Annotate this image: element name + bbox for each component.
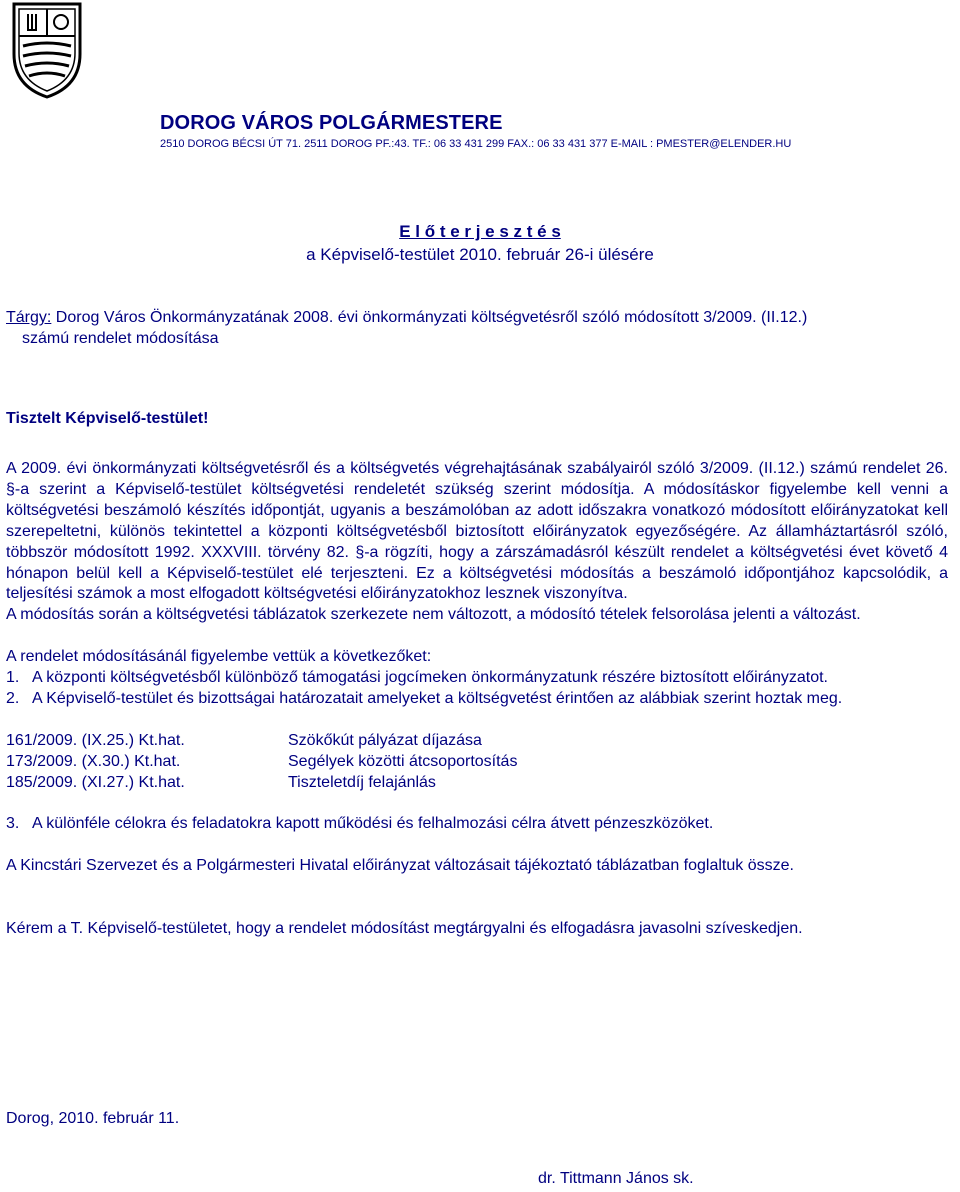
resolution-code: 173/2009. (X.30.) Kt.hat.: [6, 752, 181, 770]
resolution-desc: Tiszteletdíj felajánlás: [288, 773, 436, 791]
list-item: [6, 689, 948, 710]
date-line: Dorog, 2010. február 11.: [6, 1110, 180, 1127]
resolution-desc: Segélyek közötti átcsoportosítás: [288, 752, 518, 770]
document-body: [6, 459, 948, 940]
resolution-code: 185/2009. (XI.27.) Kt.hat.: [6, 773, 185, 791]
resolution-row: [6, 731, 948, 752]
paragraph-2: A módosítás során a költségvetési táblázatok szerkezete nem változott, a módosító tételek felsorolása jelenti a változást.: [6, 606, 861, 624]
subject-line1: Dorog Város Önkormányzatának 2008. évi önkormányzati költségvetésről szóló módosított 3/2009. (II.12.): [51, 309, 808, 326]
list-item: [6, 668, 948, 689]
list-number: 3.: [6, 815, 20, 833]
resolution-desc: Szökőkút pályázat díjazása: [288, 731, 482, 749]
list-number: 2.: [6, 689, 20, 707]
subject: [6, 307, 956, 349]
list-text: A központi költségvetésből különböző támogatási jogcímeken önkormányzatunk részére biztosított előirányzatot.: [32, 669, 828, 687]
paragraph-5: Kérem a T. Képviselő-testületet, hogy a rendelet módosítást megtárgyalni és elfogadásra javasolni szíveskedjen.: [6, 919, 803, 937]
paragraph-3: A rendelet módosításánál figyelembe vettük a következőket:: [6, 648, 432, 666]
paragraph-4: A Kincstári Szervezet és a Polgármesteri Hivatal előirányzat változásait tájékoztató táblázatban foglaltuk össze.: [6, 857, 794, 875]
resolution-row: [6, 773, 948, 794]
list-text: A különféle célokra és feladatokra kapott működési és felhalmozási célra átvett pénzeszközöket.: [32, 815, 714, 833]
subject-line2: számú rendelet módosítása: [22, 330, 219, 347]
list-text: A Képviselő-testület és bizottságai határozatait amelyeket a költségvetést érintően az alábbiak szerint hoztak meg.: [32, 689, 843, 707]
document-title: E l ő t e r j e s z t é s: [399, 222, 561, 241]
greeting: Tisztelt Képviselő-testület!: [6, 410, 209, 427]
subject-label: Tárgy:: [6, 309, 52, 326]
list-number: 1.: [6, 669, 20, 687]
org-contact: 2510 DOROG BÉCSI ÚT 71. 2511 DOROG PF.:43. TF.: 06 33 431 299 FAX.: 06 33 431 377 E-MAIL : PMESTER@ELENDER.HU: [160, 138, 792, 150]
signature: dr. Tittmann János sk.: [538, 1170, 694, 1187]
paragraph-1: A 2009. évi önkormányzati költségvetésről és a költségvetés végrehajtásának szabályairól szóló 3/2009. (II.12.) számú rendelet 26. §-a szerint a Képviselő-testület költségvetési rendeletét szükség szerint módosítja. A módosításkor figyelembe kell venni a költségvetési beszámoló készítés időpontját, ugyanis a beszámolóban az adott időszakra vonatkozó módosított előirányzatokat kell szerepeltetni, különös tekintettel a központi költségvetésből biztosított előirányzatok egyezőségére. Az államháztartásról szóló, többször módosított 1992. XXXVIII. törvény 82. §-a rögzíti, hogy a zárszámadásról készült rendelet a költségvetési évet követő 4 hónapon belül kell a Képviselő-testület elé terjeszteni. Ez a költségvetési módosítás a beszámoló időpontjához kapcsolódik, a teljesítési számok a most elfogadott költségvetési előirányzatokhoz lesznek viszonyítva.: [6, 460, 948, 603]
org-name: DOROG VÁROS POLGÁRMESTERE: [160, 112, 503, 134]
resolution-list: [6, 731, 948, 794]
city-crest-icon: [6, 0, 88, 100]
list-item: [6, 814, 948, 835]
resolution-row: [6, 752, 948, 773]
resolution-code: 161/2009. (IX.25.) Kt.hat.: [6, 731, 185, 749]
document-subtitle: a Képviselő-testület 2010. február 26-i ülésére: [306, 245, 654, 264]
